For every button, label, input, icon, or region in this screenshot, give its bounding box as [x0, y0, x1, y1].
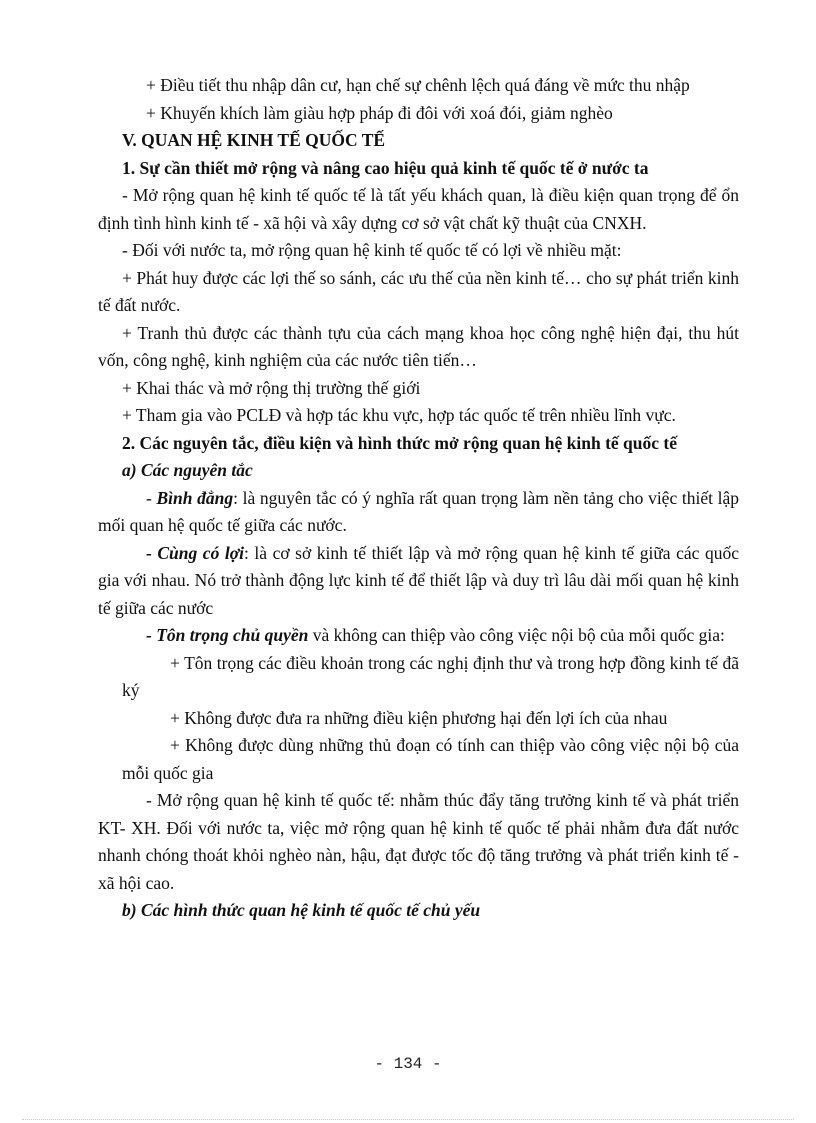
paragraph-text: : là cơ sở kinh tế thiết lập và mở rộng quan hệ kinh tế giữa các quốc gia với nhau. Nó trở thành động lực kinh tế để thiết lập và duy trì lâu dài mối quan hệ kinh tế giữa các nước	[98, 542, 739, 618]
paragraph: + Khai thác và mở rộng thị trường thế giới	[122, 377, 421, 398]
paragraph: + Tôn trọng các điều khoản trong các nghị định thư và trong hợp đồng kinh tế đã ký	[122, 652, 739, 700]
paragraph-text: : là nguyên tắc có ý nghĩa rất quan trọng làm nền tảng cho việc thiết lập mối quan hệ quốc tế giữa các nước.	[98, 487, 740, 535]
paragraph	[98, 622, 739, 650]
section-heading: V. QUAN HỆ KINH TẾ QUỐC TẾ	[122, 130, 386, 150]
subsection-heading: b) Các hình thức quan hệ kinh tế quốc tế chủ yếu	[122, 900, 481, 920]
document-body	[98, 72, 739, 925]
paragraph: - Mở rộng quan hệ kinh tế quốc tế là tất yếu khách quan, là điều kiện quan trọng để ổn định tình hình kinh tế - xã hội và xây dựng cơ sở vật chất kỹ thuật của CNXH.	[98, 185, 739, 233]
page-number: - 134 -	[374, 1055, 442, 1073]
paragraph: + Phát huy được các lợi thế so sánh, các ưu thế của nền kinh tế… cho sự phát triển kinh tế đất nước.	[98, 267, 739, 315]
paragraph	[98, 485, 739, 540]
paragraph	[98, 540, 739, 623]
paragraph: + Khuyến khích làm giàu hợp pháp đi đôi với xoá đói, giảm nghèo	[146, 102, 613, 123]
term-binh-dang: Bình đẳng	[156, 487, 234, 508]
term-ton-trong-chu-quyen: - Tôn trọng chủ quyền	[146, 625, 309, 645]
paragraph: - Mở rộng quan hệ kinh tế quốc tế: nhằm thúc đẩy tăng trưởng kinh tế và phát triển KT- XH. Đối với nước ta, việc mở rộng quan hệ kinh tế quốc tế phải nhằm đưa đất nước nhanh chóng thoát khỏi nghèo nàn, hậu, đạt được tốc độ tăng trưởng và phát triển kinh tế - xã hội cao.	[98, 790, 739, 893]
subsection-heading: a) Các nguyên tắc	[122, 460, 253, 480]
page-edge-divider	[22, 1119, 794, 1120]
paragraph: - Đối với nước ta, mở rộng quan hệ kinh tế quốc tế có lợi về nhiều mặt:	[122, 240, 622, 260]
subsection-heading: 1. Sự cần thiết mở rộng và nâng cao hiệu quả kinh tế quốc tế ở nước ta	[122, 157, 649, 178]
paragraph-text: và không can thiệp vào công việc nội bộ của mỗi quốc gia:	[308, 625, 725, 645]
paragraph: + Không được dùng những thủ đoạn có tính can thiệp vào công việc nội bộ của mỗi quốc gia	[122, 735, 739, 783]
paragraph: + Tham gia vào PCLĐ và hợp tác khu vực, hợp tác quốc tế trên nhiều lĩnh vực.	[122, 405, 676, 425]
term-cung-co-loi: - Cùng có lợi	[146, 542, 244, 563]
dash: -	[146, 487, 157, 508]
paragraph: + Điều tiết thu nhập dân cư, hạn chế sự chênh lệch quá đáng về mức thu nhập	[146, 75, 690, 95]
paragraph: + Tranh thủ được các thành tựu của cách mạng khoa học công nghệ hiện đại, thu hút vốn, công nghệ, kinh nghiệm của các nước tiên tiến…	[98, 322, 739, 370]
subsection-heading: 2. Các nguyên tắc, điều kiện và hình thức mở rộng quan hệ kinh tế quốc tế	[122, 432, 677, 453]
paragraph: + Không được đưa ra những điều kiện phương hại đến lợi ích của nhau	[170, 707, 668, 728]
